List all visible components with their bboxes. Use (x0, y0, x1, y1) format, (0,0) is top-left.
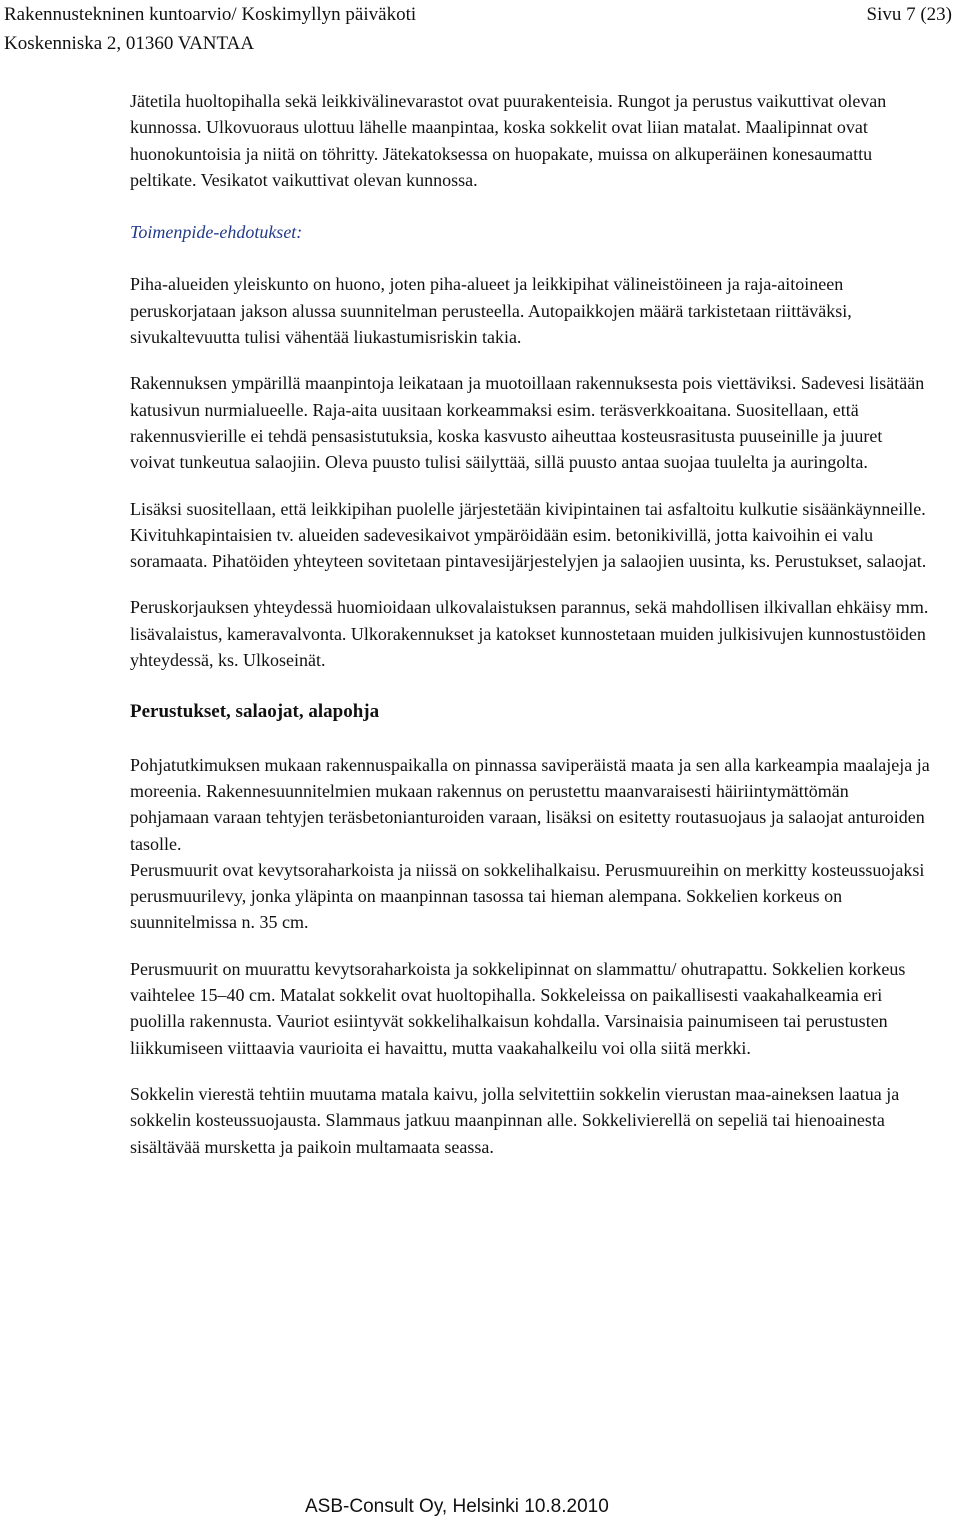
paragraph: Perusmuurit ovat kevytsoraharkoista ja niissä on sokkelihalkaisu. Perusmuureihin on merkitty kosteussuojaksi perusmuurilevy, jonka yläpinta on maanpinnan tasossa tai hieman alempana. Sokkelien korkeus on suunnitelmissa n. 35 cm. (130, 859, 925, 933)
document-title: Rakennustekninen kuntoarvio/ Koskimyllyn päiväkoti (4, 4, 417, 25)
paragraph: Jätetila huoltopihalla sekä leikkivälinevarastot ovat puurakenteisia. Rungot ja perustus vaikuttivat olevan kunnossa. Ulkovuoraus ulottuu lähelle maanpintaa, koska sokkelit ovat liian matalat. Maalipinnat ovat huonokuntoisia ja niitä on töhritty. Jätekatoksessa on huopakate, muissa on alkuperäinen konesaumattu peltikate. Vesikatot vaikuttivat olevan kunnossa. (130, 91, 887, 190)
document-body (130, 88, 930, 1160)
paragraph: Peruskorjauksen yhteydessä huomioidaan ulkovalaistuksen parannus, sekä mahdollisen ilkivallan ehkäisy mm. lisävalaistus, kameravalvonta. Ulkorakennukset ja katokset kunnostetaan muiden julkisivujen kunnostustöiden yhteydessä, ks. Ulkoseinät. (130, 597, 929, 671)
section-heading: Perustukset, salaojat, alapohja (130, 701, 380, 723)
page-number: Sivu 7 (23) (866, 4, 952, 25)
header-top-row (4, 0, 952, 29)
paragraph: Rakennuksen ympärillä maanpintoja leikataan ja muotoillaan rakennuksesta pois viettäviksi. Sadevesi lisätään katusivun nurmialueelle. Raja-aita uusitaan korkeammaksi esim. teräsverkkoaitana. Suositellaan, että rakennusvierille ei tehdä pensasistutuksia, koska kasvusto aiheuttaa kosteusrasitusta puuseinille ja juuret voivat tunkeutua salaojiin. Oleva puusto tulisi säilyttää, sillä puusto antaa suojaa tuulelta ja auringolta. (130, 373, 925, 473)
paragraph: Lisäksi suositellaan, että leikkipihan puolelle järjestetään kivipintainen tai asfaltoitu kulkutie sisäänkäynneille. Kivituhkapintaisien tv. alueiden sadevesikaivot ympäröidään esim. betonikivillä, jotta kaivoihin ei valu soramaata. Pihatöiden yhteyteen sovitetaan pintavesijärjestelyjen ja salaojien uusinta, ks. Perustukset, salaojat. (130, 498, 927, 572)
document-address: Koskenniska 2, 01360 VANTAA (4, 33, 255, 54)
paragraph: Sokkelin vierestä tehtiin muutama matala kaivu, jolla selvitettiin sokkelin vierustan maa-aineksen laatua ja sokkelin kosteussuojausta. Slammaus jatkuu maanpinnan alle. Sokkelivierellä on sepeliä tai hienoainesta sisältävää mursketta ja paikoin multamaata seassa. (130, 1083, 900, 1157)
paragraph: Piha-alueiden yleiskunto on huono, joten piha-alueet ja leikkipihat välineistöineen ja raja-aitoineen peruskorjataan jakson alussa suunnitelman perusteella. Autopaikkojen määrä tarkistetaan riittäväksi, sivukaltevuutta tulisi vähentää liukastumisriskin takia. (130, 274, 852, 348)
page-header (4, 0, 952, 58)
subheading-actions: Toimenpide-ehdotukset: (130, 222, 303, 243)
paragraph: Pohjatutkimuksen mukaan rakennuspaikalla on pinnassa saviperäistä maata ja sen alla karkeampia maalajeja ja moreenia. Rakennesuunnitelmien mukaan rakennus on perustettu maanvaraisesti häiriintymättömän pohjamaan varaan tehtyjen teräsbetonianturoiden varaan, lisäksi on esitetty routasuojaus ja salaojat anturoiden tasolle. (130, 754, 930, 854)
page-footer: ASB-Consult Oy, Helsinki 10.8.2010 (305, 1496, 609, 1517)
paragraph: Perusmuurit on muurattu kevytsoraharkoista ja sokkelipinnat on slammattu/ ohutrapattu. Sokkelien korkeus vaihtelee 15–40 cm. Matalat sokkelit ovat huoltopihalla. Sokkeleissa on paikallisesti vaakahalkeamia eri puolilla rakennusta. Vauriot esiintyvät sokkelihalkaisun kohdalla. Varsinaisia painumiseen tai perustusten liikkumiseen viittaavia vaurioita ei havaittu, mutta vaakahalkeilu voi olla siitä merkki. (130, 958, 906, 1058)
